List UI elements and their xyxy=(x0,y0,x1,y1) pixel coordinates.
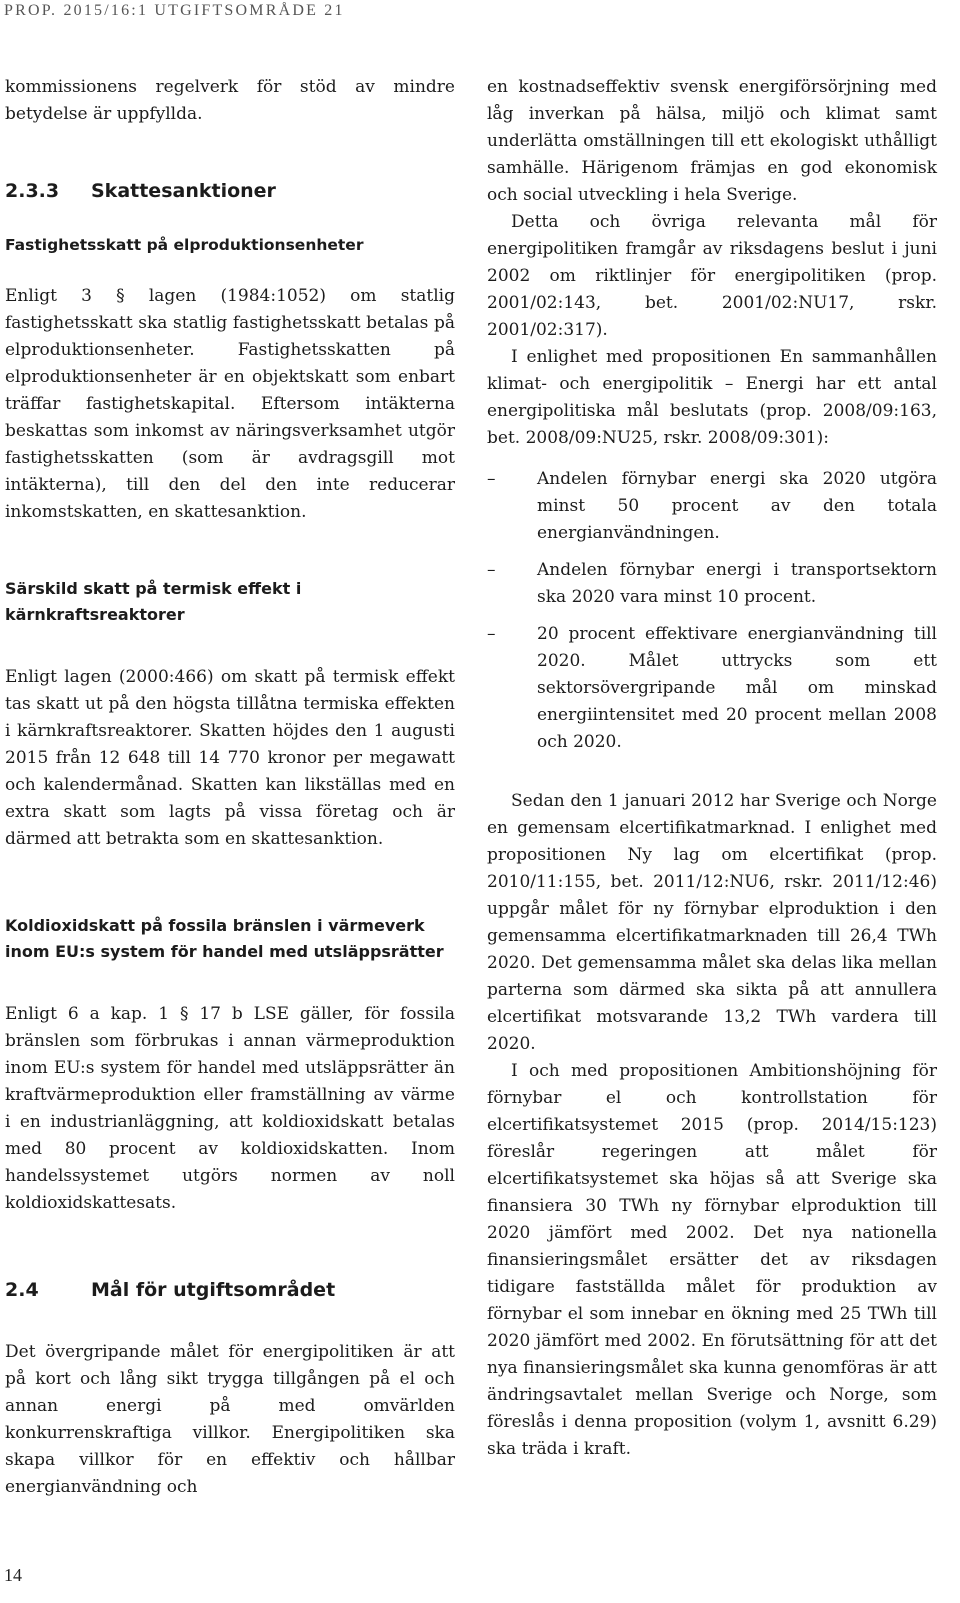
section-number: 2.4 xyxy=(5,1279,39,1301)
section-heading-2-4 xyxy=(5,1277,455,1303)
list-item: – Andelen förnybar energi ska 2020 utgöra minst 50 procent av den totala energianvändningen. xyxy=(487,466,937,547)
paragraph-intro: kommissionens regelverk för stöd av mindre betydelse är uppfyllda. xyxy=(5,77,455,124)
paragraph-elcertifikatmarknad: Sedan den 1 januari 2012 har Sverige och Norge en gemensam elcertifikatmarknad. I enlighet med propositionen Ny lag om elcertifikat (prop. 2010/11:155, bet. 2011/12:NU6, rskr. 2011/12:46) uppgår målet för ny förnybar elproduktion i den gemensamma elcertifikatmarknaden till 26,4 TWh 2020. Det gemensamma målet ska delas lika mellan parterna som därmed ska sikta på att annullera elcertifikat motsvarande 13,2 TWh vardera till 2020. xyxy=(487,791,937,1054)
paragraph-termisk-effekt: Enligt lagen (2000:466) om skatt på termisk effekt tas skatt ut på den högsta tillåtna termiska effekten i kärnkraftsreaktorer. Skatten höjdes den 1 augusti 2015 från 12 648 till 14 770 kronor per megawatt och kalendermånad. Skatten kan likställas med en extra skatt som lagts på vissa företag och är därmed att betrakta som en skattesanktion. xyxy=(5,667,455,849)
left-column xyxy=(5,74,455,1501)
right-column xyxy=(487,74,937,1463)
section-title: Mål för utgiftsområdet xyxy=(91,1279,336,1301)
section-title: Skattesanktioner xyxy=(91,180,276,202)
paragraph-riktlinjer: Detta och övriga relevanta mål för energipolitiken framgår av riksdagens beslut i juni 2002 om riktlinjer för energipolitiken (prop. 2001/02:143, bet. 2001/02:NU17, rskr. 2001/02:317). xyxy=(487,212,937,340)
subheading-fastighetsskatt: Fastighetsskatt på elproduktionsenheter xyxy=(5,236,364,254)
goal-list xyxy=(487,466,937,756)
section-number: 2.3.3 xyxy=(5,180,60,202)
list-item: – 20 procent effektivare energianvändning till 2020. Målet uttrycks som ett sektorsövergripande mål om minskad energiintensitet med 20 procent mellan 2008 och 2020. xyxy=(487,621,937,756)
paragraph-ambitionshojning: I och med propositionen Ambitionshöjning för förnybar el och kontrollstation för elcertifikatsystemet 2015 (prop. 2014/15:123) föreslår regeringen att målet för elcertifikatsystemet ska höjas så att Sverige ska finansiera 30 TWh ny förnybar elproduktion till 2020 jämfört med 2002. Det nya nationella finansieringsmålet ersätter det av riksdagen tidigare fastställda målet för produktion av förnybar el som innebar en ökning med 25 TWh till 2020 jämfört med 2002. En förutsättning för att det nya finansieringsmålet ska kunna genomföras är att ändringsavtalet mellan Sverige och Norge, som föreslås i denna proposition (volym 1, avsnitt 6.29) ska träda i kraft. xyxy=(487,1061,937,1459)
page-number: 14 xyxy=(4,1565,22,1585)
list-item: – Andelen förnybar energi i transportsektorn ska 2020 vara minst 10 procent. xyxy=(487,557,937,611)
section-heading-2-3-3 xyxy=(5,178,455,204)
paragraph-mal: Det övergripande målet för energipolitiken är att på kort och lång sikt trygga tillgången på el och annan energi på med omvärlden konkurrenskraftiga villkor. Energipolitiken ska skapa villkor för en effektiv och hållbar energianvändning och xyxy=(5,1342,455,1497)
running-header: PROP. 2015/16:1 UTGIFTSOMRÅDE 21 xyxy=(4,2,345,19)
paragraph-energiforsorjning: en kostnadseffektiv svensk energiförsörjning med låg inverkan på hälsa, miljö och klimat samt underlätta omställningen till ett ekologiskt uthålligt samhälle. Härigenom främjas en god ekonomisk och social utveckling i hela Sverige. xyxy=(487,77,937,205)
subheading-koldioxidskatt: Koldioxidskatt på fossila bränslen i värmeverk inom EU:s system för handel med utsläppsrätter xyxy=(5,916,444,961)
paragraph-energipolitiska-mal: I enlighet med propositionen En sammanhållen klimat- och energipolitik – Energi har ett antal energipolitiska mål beslutats (prop. 2008/09:163, bet. 2008/09:NU25, rskr. 2008/09:301): xyxy=(487,347,937,448)
subheading-termisk-effekt: Särskild skatt på termisk effekt i kärnkraftsreaktorer xyxy=(5,579,302,624)
paragraph-koldioxidskatt: Enligt 6 a kap. 1 § 17 b LSE gäller, för fossila bränslen som förbrukas i annan värmeproduktion inom EU:s system för handel med utsläppsrätter än kraftvärmeproduktion eller framställning av värme i en industrianläggning, att koldioxidskatt betalas med 80 procent av koldioxidskatten. Inom handelssystemet utgörs normen av noll koldioxidskattesats. xyxy=(5,1004,455,1213)
paragraph-fastighetsskatt: Enligt 3 § lagen (1984:1052) om statlig fastighetsskatt ska statlig fastighetsskatt betalas på elproduktionsenheter. Fastighetsskatten på elproduktionsenheter är en objektskatt som enbart träffar fastighetskapital. Eftersom intäkterna beskattas som inkomst av näringsverksamhet utgör fastighetsskatten (som är avdragsgill mot intäkterna), till den del den inte reducerar inkomstskatten, en skattesanktion. xyxy=(5,286,455,522)
